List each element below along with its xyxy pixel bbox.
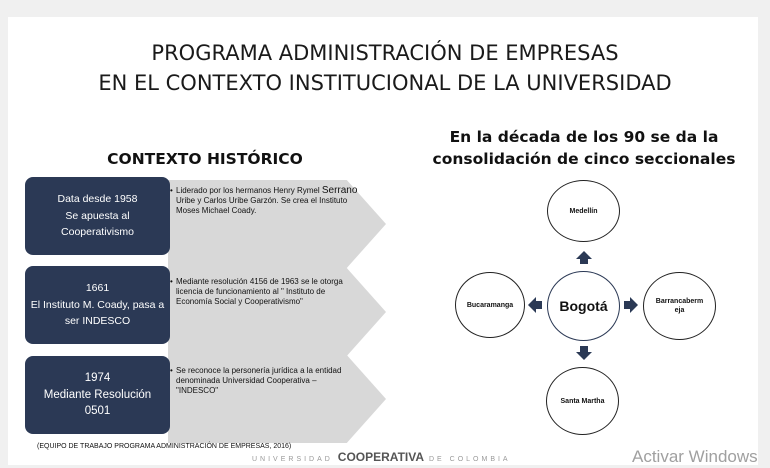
row-2-box-line-2: El Instituto M. Coady, pasa a ser INDESCO bbox=[30, 298, 165, 328]
row-3-box-line-2: Mediante Resolución bbox=[43, 388, 152, 401]
row-1-description bbox=[170, 186, 360, 217]
row-3-box-line-3: 0501 bbox=[84, 405, 111, 418]
row-2-box-line-1: 1661 bbox=[85, 282, 110, 295]
brand-middle: COOPERATIVA bbox=[337, 450, 425, 464]
brand-right: DE COLOMBIA bbox=[428, 456, 511, 463]
row-3-box bbox=[25, 356, 170, 434]
row-1-box-line-2: Se apuesta al Cooperativismo bbox=[61, 209, 134, 239]
brand-left: UNIVERSIDAD bbox=[252, 456, 333, 463]
row-1-desc-c: Uribe y Carlos Uribe Garzón. Se crea el Instituto Moses Michael Coady. bbox=[176, 196, 348, 216]
activation-watermark: Activar Windows bbox=[632, 447, 758, 466]
title-line-2: EN EL CONTEXTO INSTITUCIONAL DE LA UNIVERSIDAD bbox=[98, 71, 672, 95]
title-line-1: PROGRAMA ADMINISTRACIÓN DE EMPRESAS bbox=[151, 41, 619, 65]
row-2-bullet: • bbox=[170, 277, 173, 286]
circle-barrancabermeja bbox=[643, 272, 716, 340]
seccionales-heading-line-1: En la década de los 90 se da la bbox=[449, 128, 719, 146]
circle-santa-martha: Santa Martha bbox=[546, 367, 619, 435]
row-2-desc: Mediante resolución 4156 de 1963 se le otorga licencia de funcionamiento al " Instituto de Economía Social y Cooperativismo" bbox=[176, 277, 343, 307]
row-3-box-line-1: 1974 bbox=[84, 372, 111, 385]
row-2-box bbox=[25, 266, 170, 344]
circle-barrancabermeja-label: Barrancabermeja bbox=[655, 298, 704, 314]
slide-title bbox=[0, 38, 770, 98]
circle-bucaramanga: Bucaramanga bbox=[455, 272, 525, 338]
row-1-desc-a: Liderado por los hermanos Henry Rymel bbox=[176, 186, 322, 195]
row-2-description bbox=[170, 277, 360, 308]
row-3-bullet: • bbox=[170, 366, 173, 375]
circle-bogota: Bogotá bbox=[547, 271, 620, 341]
row-3-description bbox=[170, 366, 360, 397]
row-3-desc: Se reconoce la personería jurídica a la entidad denominada Universidad Cooperativa – "INDESCO" bbox=[176, 366, 342, 396]
university-brand bbox=[252, 450, 511, 464]
circle-medellin: Medellín bbox=[547, 180, 620, 242]
row-1-box bbox=[25, 177, 170, 255]
row-1-desc-b: Serrano bbox=[321, 185, 358, 196]
context-heading: CONTEXTO HISTÓRICO bbox=[107, 150, 303, 168]
seccionales-heading bbox=[425, 126, 743, 170]
seccionales-heading-line-2: consolidación de cinco seccionales bbox=[432, 150, 736, 168]
row-1-bullet: • bbox=[170, 186, 173, 195]
footnote: (EQUIPO DE TRABAJO PROGRAMA ADMINISTRACIÓN DE EMPRESAS, 2016) bbox=[37, 443, 292, 450]
row-1-box-line-1: Data desde 1958 bbox=[57, 193, 138, 206]
